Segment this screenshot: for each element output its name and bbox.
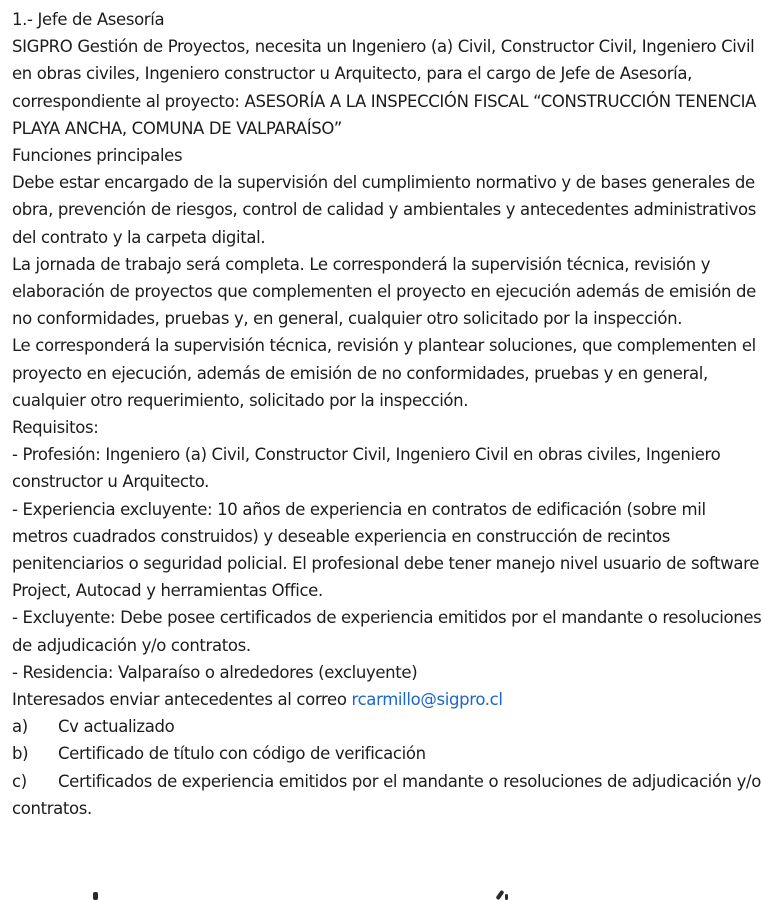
document-item-c-text: Certificados de experiencia emitidos por el mandante o resoluciones de adjudicación y/o contratos. — [12, 771, 762, 818]
requirement-certificates: - Excluyente: Debe posee certificados de experiencia emitidos por el mandante o resoluciones de adjudicación y/o contratos. — [12, 608, 762, 655]
requirements-title: Requisitos: — [12, 418, 99, 438]
document-item-c — [12, 768, 764, 822]
document-item-a-text: Cv actualizado — [58, 717, 175, 737]
cut-off-glyph-2 — [495, 890, 504, 900]
contact-line — [12, 686, 764, 713]
function-paragraph-2: La jornada de trabajo será completa. Le corresponderá la supervisión técnica, revisión y elaboración de proyectos que complementen el proyecto en ejecución además de emisión de no conformidades, pruebas y, en general, cualquier otro solicitado por la inspección. — [12, 254, 756, 329]
posting-heading: 1.- Jefe de Asesoría — [12, 10, 165, 29]
requirement-profession: - Profesión: Ingeniero (a) Civil, Constructor Civil, Ingeniero Civil en obras civiles, Ingeniero constructor u Arquitecto. — [12, 445, 721, 492]
function-paragraph-1: Debe estar encargado de la supervisión del cumplimiento normativo y de bases generales de obra, prevención de riesgos, control de calidad y ambientales y antecedentes administrativos del contrato y la carpeta digital. — [12, 173, 756, 247]
functions-title: Funciones principales — [12, 146, 183, 166]
contact-email-link[interactable]: rcarmillo@sigpro.cl — [351, 690, 503, 710]
cut-off-glyph-1 — [93, 892, 98, 900]
requirement-experience: - Experiencia excluyente: 10 años de experiencia en contratos de edificación (sobre mil metros cuadrados construidos) y deseable experiencia en construcción de recintos penitenciarios o seguridad policial. El profesional debe tener manejo nivel usuario de software Project, Autocad y herramientas Office. — [12, 499, 760, 601]
document-item-a — [12, 713, 764, 740]
requirement-residence: - Residencia: Valparaíso o alrededores (excluyente) — [12, 662, 418, 682]
contact-text: Interesados enviar antecedentes al correo — [12, 690, 352, 710]
document-item-b-text: Certificado de título con código de verificación — [58, 744, 426, 764]
posting-intro: SIGPRO Gestión de Proyectos, necesita un Ingeniero (a) Civil, Constructor Civil, Ingeniero Civil en obras civiles, Ingeniero constructor u Arquitecto, para el cargo de Jefe de Asesoría, correspondiente al proyecto: ASESORÍA A LA INSPECCIÓN FISCAL “CONSTRUCCIÓN TENENCIA PLAYA ANCHA, COMUNA DE VALPARAÍSO” — [12, 37, 757, 138]
document-item-a-marker: a) — [12, 717, 28, 737]
job-posting-document — [12, 6, 764, 822]
document-item-b — [12, 740, 764, 767]
document-item-c-marker: c) — [12, 771, 27, 791]
function-paragraph-3: Le corresponderá la supervisión técnica, revisión y plantear soluciones, que complementen el proyecto en ejecución, además de emisión de no conformidades, pruebas y en general, cualquier otro requerimiento, solicitado por la inspección. — [12, 336, 756, 410]
document-item-b-marker: b) — [12, 744, 29, 764]
cut-off-text-fragments — [0, 890, 765, 900]
cut-off-glyph-3 — [505, 894, 508, 900]
